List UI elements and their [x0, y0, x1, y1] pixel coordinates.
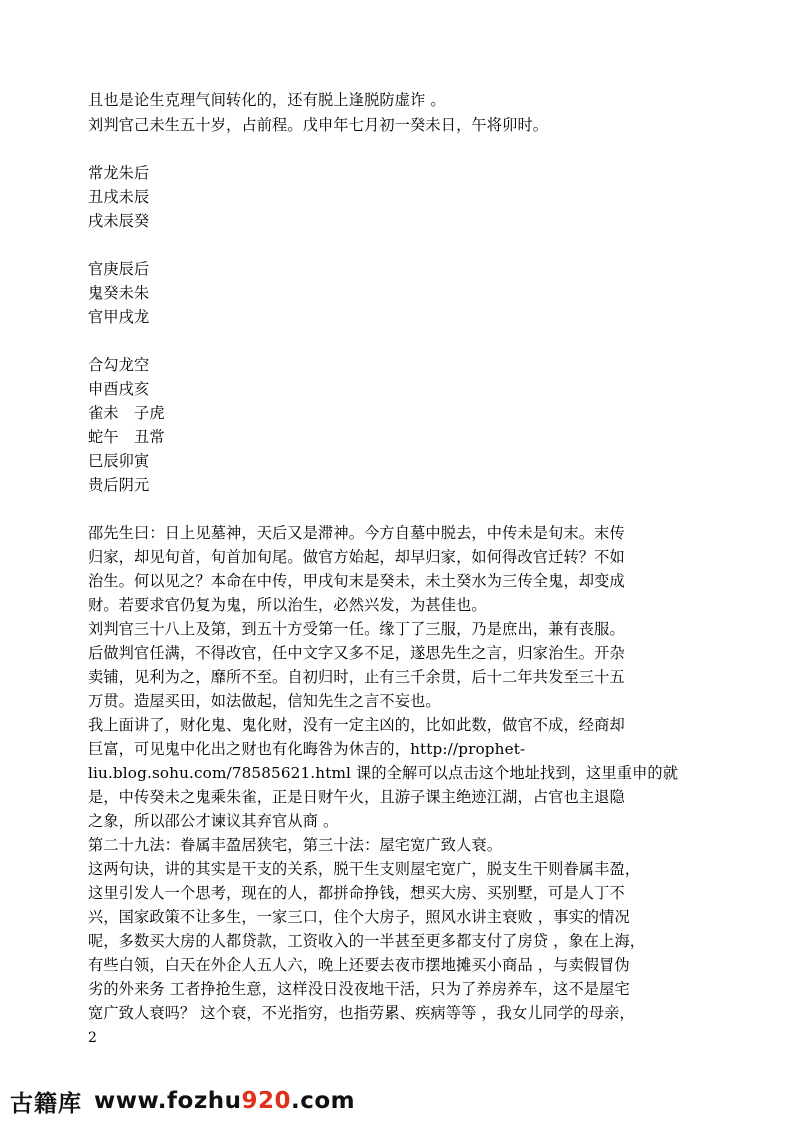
text-line: 贵后阴元 — [88, 476, 150, 494]
text-line: 这两句诀，讲的其实是干支的关系，脱干生支则屋宅宽广，脱支生干则眷属丰盈， — [88, 860, 641, 878]
text-line: 邵先生曰：日上见墓神，天后又是滞神。今方自墓中脱去，中传未是旬末。末传 — [88, 524, 625, 542]
text-line: 第二十九法：眷属丰盈居狭宅，第三十法：屋宅宽广致人衰。 — [88, 836, 503, 854]
footer-brand: 古籍库 — [10, 1090, 82, 1117]
text-line: 宽广致人衰吗？ 这个衰，不光指穷，也指劳累、疾病等等 ，我女儿同学的母亲， — [88, 1004, 635, 1022]
text-line: 官甲戌龙 — [88, 308, 150, 326]
text-line: 合勾龙空 — [88, 356, 150, 374]
text-line: 刘判官己未生五十岁，占前程。戊申年七月初一癸未日，午将卯时。 — [88, 116, 549, 134]
footer-watermark — [10, 1083, 355, 1119]
text-line: 万贯。造屋买田，如法做起，信知先生之言不妄也。 — [88, 692, 441, 710]
text-line: 兴，国家政策不让多生，一家三口，住个大房子，照风水讲主衰败 ，事实的情况 — [88, 908, 630, 926]
page-number: 2 — [88, 1030, 97, 1046]
text-line: 这里引发人一个思考，现在的人，都拼命挣钱，想买大房、买别墅，可是人丁不 — [88, 884, 625, 902]
text-line: 后做判官任满，不得改官，任中文字又多不足，遂思先生之言，归家治生。开杂 — [88, 644, 625, 662]
text-line: 常龙朱后 — [88, 164, 150, 182]
text-line: 丑戌未辰 — [88, 188, 150, 206]
text-line: 之象，所以邵公才谏议其弃官从商 。 — [88, 812, 339, 830]
text-line: 治生。何以见之？本命在中传，甲戌旬末是癸未，未土癸水为三传全鬼，却变成 — [88, 572, 625, 590]
footer-url-suffix: .com — [290, 1088, 356, 1114]
text-line: 是，中传癸未之鬼乘朱雀，正是日财午火，且游子课主绝迹江湖，占官也主退隐 — [88, 788, 625, 806]
text-line: 财。若要求官仍复为鬼，所以治生，必然兴发，为甚佳也。 — [88, 596, 487, 614]
text-line: 戌未辰癸 — [88, 212, 150, 230]
text-line: 蛇午 丑常 — [88, 428, 165, 446]
text-line: 巳辰卯寅 — [88, 452, 150, 470]
text-line: 有些白领，白天在外企人五人六，晚上还要去夜市摆地摊买小商品 ，与卖假冒伪 — [88, 956, 630, 974]
text-line: 呢，多数买大房的人都贷款，工资收入的一半甚至更多都支付了房贷 ，象在上海， — [88, 932, 646, 950]
footer-url — [94, 1088, 355, 1114]
footer-url-plain: www.fozhu — [94, 1088, 242, 1114]
footer-url-highlight: 920 — [241, 1088, 291, 1114]
text-line: 劣的外来务 工者挣抢生意，这样没日没夜地干活，只为了养房养车，这不是屋宅 — [88, 980, 630, 998]
text-line: 申酉戌亥 — [88, 380, 150, 398]
text-line: 归家，却见旬首，旬首加旬尾。做官方始起，却早归家，如何得改官迁转？不如 — [88, 548, 625, 566]
text-line: 雀未 子虎 — [88, 404, 165, 422]
text-line: 官庚辰后 — [88, 260, 150, 278]
text-line: liu.blog.sohu.com/78585621.html 课的全解可以点击这个地址找到，这里重申的就 — [88, 764, 679, 782]
text-line: 鬼癸未朱 — [88, 284, 150, 302]
text-line: 刘判官三十八上及第，到五十方受第一任。缘丁了三服，乃是庶出，兼有丧服。 — [88, 620, 625, 638]
text-line: 卖铺，见利为之，靡所不至。自初归时，止有三千余贯，后十二年共发至三十五 — [88, 668, 625, 686]
text-line: 巨富，可见鬼中化出之财也有化晦咎为休吉的，http://prophet- — [88, 740, 526, 758]
text-line: 我上面讲了，财化鬼、鬼化财，没有一定主凶的，比如此数，做官不成，经商却 — [88, 716, 625, 734]
text-line: 且也是论生克理气间转化的，还有脱上逢脱防虚诈 。 — [88, 91, 446, 109]
